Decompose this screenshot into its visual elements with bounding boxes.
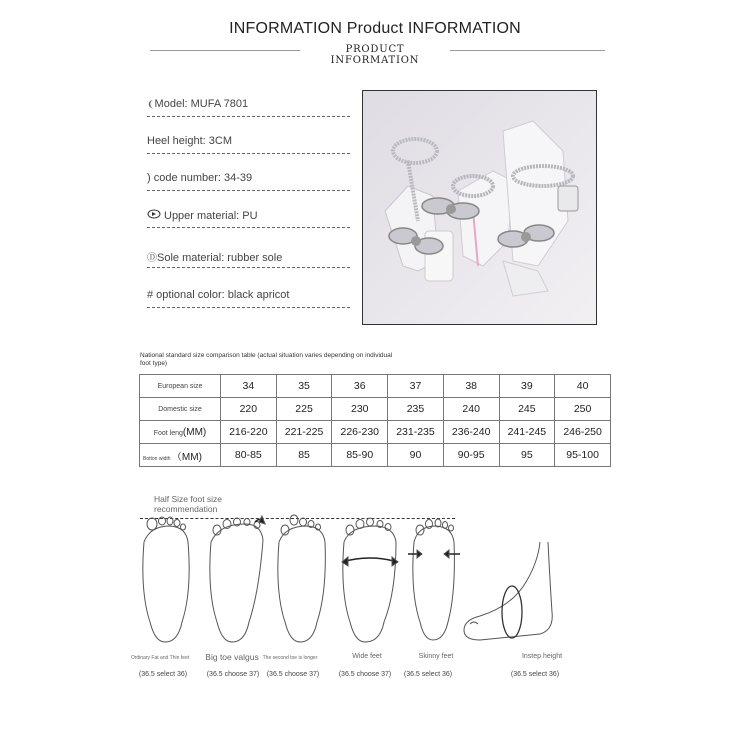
spec-upper-material [147,209,350,228]
second-toe-longer-foot-icon [278,515,325,642]
section-subtitle: PRODUCT INFORMATION [330,44,420,66]
table-cell: 236-240 [443,421,499,444]
table-cell: 241-245 [499,421,555,444]
row-header-unit: (MM) [182,426,207,438]
spec-model [147,98,350,117]
table-cell: 37 [388,375,444,398]
foot-illustrations [130,512,610,652]
spec-optional-color [147,289,350,308]
instep-height-foot-icon [464,542,552,640]
table-cell: 225 [276,398,332,421]
table-cell: 85 [276,444,332,467]
table-cell: 235 [388,398,444,421]
table-cell: 221-225 [276,421,332,444]
big-toe-valgus-foot-icon [210,516,265,642]
table-cell: 250 [555,398,611,421]
foot-caption-instep: Instep height [521,653,563,660]
wide-foot-icon [342,518,398,642]
skinny-foot-icon [408,519,460,640]
table-cell: 85-90 [332,444,388,467]
table-cell: 38 [443,375,499,398]
spec-sole-material [147,249,350,268]
spec-model-text: Model: MUFA 7801 [154,98,249,110]
row-header-text: Botton width [143,455,171,462]
row-header-text: European size [157,382,203,390]
arrow-circle-icon [147,209,161,222]
table-cell: 90 [388,444,444,467]
normal-foot-icon [143,517,189,642]
foot-choice-instep: (36.5 select 36) [510,671,560,678]
table-row [140,398,611,421]
table-cell: 95 [499,444,555,467]
table-cell: 95-100 [555,444,611,467]
foot-choice-valgus: (36.5 choose 37) [206,671,260,678]
row-header [140,375,221,398]
row-header [140,444,221,467]
table-row [140,421,611,444]
row-header-text: Foot leng [153,429,183,437]
foot-caption-skinny: Skinny feet [418,653,454,660]
table-row [140,375,611,398]
spec-heel-height-text: Heel height: 3CM [147,135,232,147]
divider-left [150,50,300,51]
table-cell: 80-85 [221,444,277,467]
table-cell: 246-250 [555,421,611,444]
table-cell: 220 [221,398,277,421]
foot-caption-normal: Ordinary Fat and Thin feet [130,655,190,661]
row-header-text: Domestic size [158,405,202,413]
table-row [140,444,611,467]
model-icon: ❨ [147,99,155,109]
table-cell: 39 [499,375,555,398]
foot-caption-wide: Wide feet [352,653,382,660]
table-cell: 216-220 [221,421,277,444]
table-cell: 35 [276,375,332,398]
foot-choice-skinny: (36.5 select 36) [403,671,453,678]
table-cell: 90-95 [443,444,499,467]
table-cell: 240 [443,398,499,421]
table-cell: 230 [332,398,388,421]
table-cell: 36 [332,375,388,398]
size-table-note: National standard size comparison table (actual situation varies depending on individual foot type) [140,352,393,367]
foot-caption-second-toe: The second toe is longer [262,655,318,661]
size-table [139,374,611,467]
foot-choice-second-toe: (36.5 choose 37) [266,671,320,678]
spec-optional-color-text: # optional color: black apricot [147,289,290,301]
spec-upper-material-text: Upper material: PU [164,210,258,222]
row-header-unit: （MM) [171,451,202,463]
table-cell: 40 [555,375,611,398]
spec-sole-material-text: Sole material: rubber sole [157,252,283,264]
table-cell: 226-230 [332,421,388,444]
table-cell: 245 [499,398,555,421]
product-photo [362,90,597,325]
fit-guide-title: Half Size foot size recommendation [154,494,223,514]
foot-choice-normal: (36.5 select 36) [138,671,188,678]
page-title: INFORMATION Product INFORMATION [229,20,521,37]
foot-caption-valgus: Big toe valgus [205,652,259,662]
spec-code-number [147,172,350,191]
spec-heel-height [147,135,350,154]
sole-icon: Ⓓ [147,253,157,264]
divider-right [450,50,605,51]
row-header [140,421,221,444]
spec-code-number-text: ) code number: 34-39 [147,172,253,184]
table-cell: 34 [221,375,277,398]
row-header [140,398,221,421]
table-cell: 231-235 [388,421,444,444]
sandals-illustration [363,91,597,325]
foot-choice-wide: (36.5 choose 37) [338,671,392,678]
